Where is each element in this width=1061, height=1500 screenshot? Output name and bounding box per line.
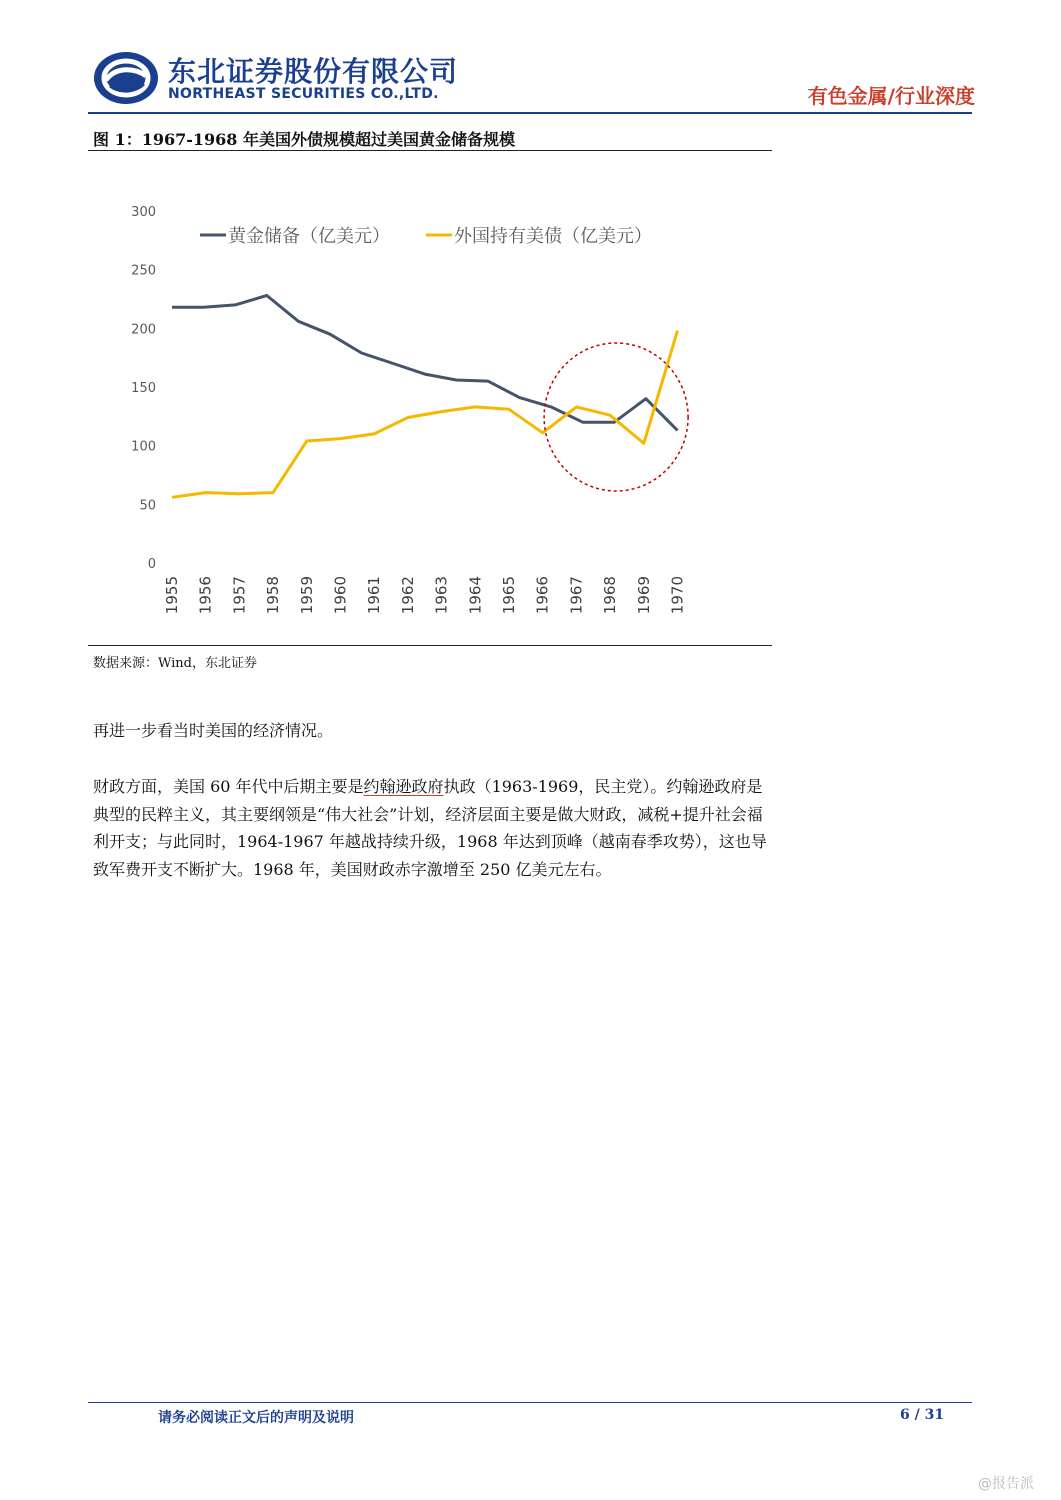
company-name-cn: 东北证券股份有限公司 xyxy=(168,55,459,88)
x-tick-label: 1965 xyxy=(500,576,518,615)
company-name-en: NORTHEAST SECURITIES CO.,LTD. xyxy=(168,86,439,102)
x-tick-label: 1960 xyxy=(331,576,350,615)
y-tick-label: 0 xyxy=(147,557,156,572)
x-tick-label: 1956 xyxy=(196,576,215,615)
series-line-0 xyxy=(172,296,678,431)
header-divider xyxy=(88,112,972,114)
y-tick-label: 50 xyxy=(139,498,156,514)
footer-disclaimer: 请务必阅读正文后的声明及说明 xyxy=(158,1410,354,1426)
chart-legend xyxy=(200,226,652,247)
company-logo xyxy=(92,50,160,106)
section-label: 有色金属/行业深度 xyxy=(807,84,975,108)
figure-source: 数据来源：Wind，东北证券 xyxy=(93,656,257,671)
figure-title: 图 1：1967-1968 年美国外债规模超过美国黄金储备规模 xyxy=(93,130,515,149)
line-chart xyxy=(88,155,778,645)
y-axis-ticks xyxy=(131,205,156,572)
x-tick-label: 1970 xyxy=(668,576,687,615)
johnson-administration-underlined: 约翰逊政府 xyxy=(363,777,444,796)
footer-divider xyxy=(88,1402,972,1403)
figure-top-rule xyxy=(88,150,772,151)
y-tick-label: 150 xyxy=(131,381,156,396)
y-tick-label: 250 xyxy=(131,263,156,279)
x-tick-label: 1959 xyxy=(297,576,316,615)
x-tick-label: 1963 xyxy=(432,576,451,615)
figure-bottom-rule xyxy=(88,645,772,646)
x-tick-label: 1968 xyxy=(601,576,620,615)
x-tick-label: 1964 xyxy=(466,576,485,615)
x-tick-label: 1967 xyxy=(567,576,586,615)
x-tick-label: 1961 xyxy=(365,576,384,615)
legend-label-1: 外国持有美债（亿美元） xyxy=(454,226,652,247)
paragraph-fiscal-part1: 财政方面，美国 60 年代中后期主要是 xyxy=(93,777,364,796)
paragraph-intro: 再进一步看当时美国的经济情况。 xyxy=(93,721,334,740)
paragraph-fiscal xyxy=(93,773,773,883)
x-tick-label: 1969 xyxy=(634,576,653,615)
x-tick-label: 1966 xyxy=(533,576,552,615)
legend-label-0: 黄金储备（亿美元） xyxy=(228,226,390,247)
series-line-1 xyxy=(172,331,678,498)
x-tick-label: 1955 xyxy=(163,576,181,615)
y-tick-label: 300 xyxy=(131,205,156,220)
page-number: 6 / 31 xyxy=(900,1407,945,1423)
x-tick-label: 1957 xyxy=(230,576,249,615)
watermark: @报告派 xyxy=(978,1476,1034,1492)
x-tick-label: 1962 xyxy=(398,576,417,615)
y-tick-label: 200 xyxy=(131,322,156,338)
x-tick-label: 1958 xyxy=(264,576,283,615)
y-tick-label: 100 xyxy=(131,439,156,455)
x-axis-ticks xyxy=(163,576,687,614)
series-lines xyxy=(172,296,678,498)
paragraph-fiscal-part2: 执政（1963-1969，民主党）。约翰逊政府是典型的民粹主义，其主要纲领是“伟大社会”计划，经济层面主要是做大财政，减税+提升社会福利开支；与此同时，1964-1967 年越战持续升级，1968 年达到顶峰（越南春季攻势），这也导致军费开支不断扩大。1968 年，美国财政赤字激增至 250 亿美元左右。 xyxy=(93,777,767,879)
